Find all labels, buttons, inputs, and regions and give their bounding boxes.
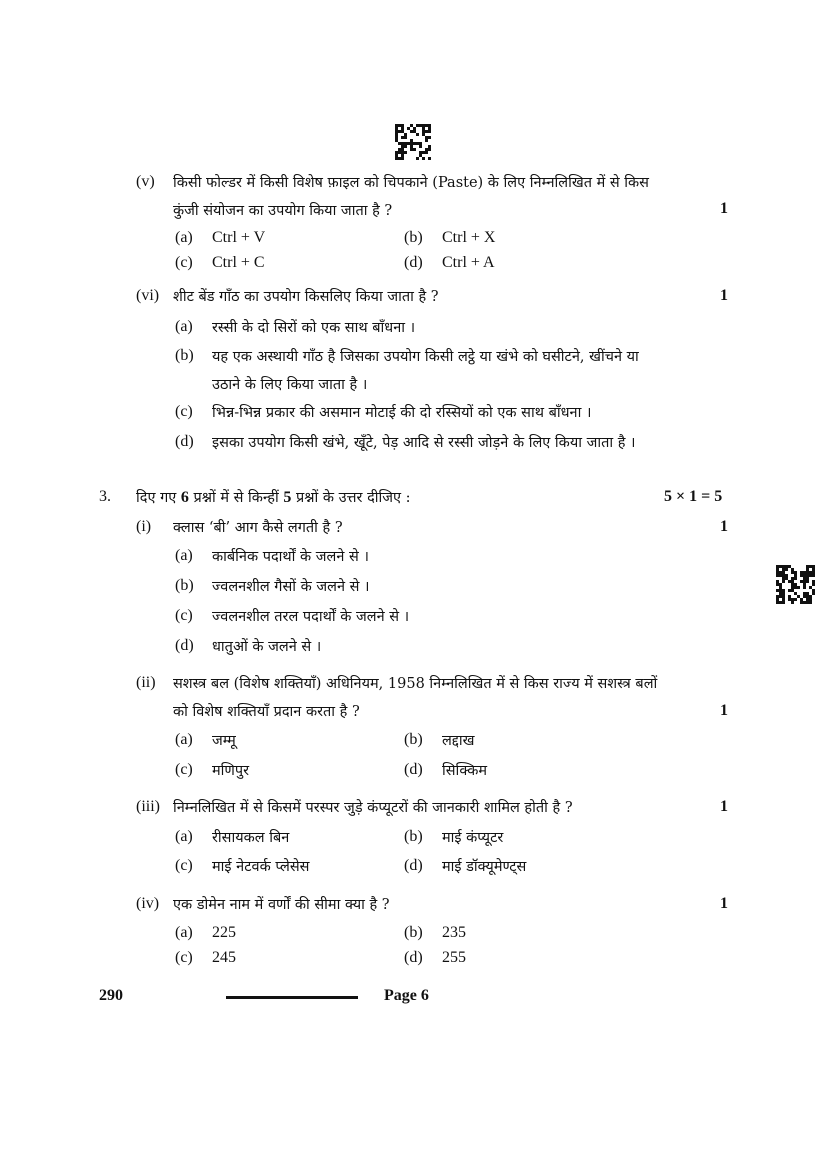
- option-label: (c): [175, 254, 193, 271]
- marks: 1: [720, 518, 728, 535]
- option-label: (d): [404, 857, 423, 874]
- option-label: (d): [404, 761, 423, 778]
- option-text: 245: [212, 949, 236, 966]
- marks: 1: [720, 895, 728, 912]
- question-number: (iii): [136, 798, 160, 815]
- option-text: माई कंप्यूटर: [442, 830, 504, 846]
- marks: 1: [720, 702, 728, 719]
- option-label: (a): [175, 924, 193, 941]
- question-text-line1: शीट बेंड गाँठ का उपयोग किसलिए किया जाता है ?: [173, 289, 439, 305]
- option-text: 255: [442, 949, 466, 966]
- option-text: भिन्न-भिन्न प्रकार की असमान मोटाई की दो रस्सियों को एक साथ बाँधना ।: [212, 405, 592, 421]
- option-label: (c): [175, 607, 193, 624]
- option-text: Ctrl + X: [442, 229, 496, 246]
- option-text: धातुओं के जलने से ।: [212, 639, 322, 655]
- question-text-line2: कुंजी संयोजन का उपयोग किया जाता है ?: [173, 203, 393, 219]
- option-label: (a): [175, 229, 193, 246]
- section-marks: 5 × 1 = 5: [664, 488, 723, 505]
- option-text: यह एक अस्थायी गाँठ है जिसका उपयोग किसी लट्ठे या खंभे को घसीटने, खींचने या: [212, 349, 639, 365]
- option-text: माई नेटवर्क प्लेसेस: [212, 859, 310, 875]
- option-text: रस्सी के दो सिरों को एक साथ बाँधना ।: [212, 320, 416, 336]
- question-number: (vi): [136, 287, 160, 304]
- option-label: (c): [175, 857, 193, 874]
- option-label: (c): [175, 949, 193, 966]
- question-number: (v): [136, 173, 155, 190]
- question-text-line1: सशस्त्र बल (विशेष शक्तियाँ) अधिनियम, 1958 निम्नलिखित में से किस राज्य में सशस्त्र बलों: [173, 676, 658, 692]
- question-number: (i): [136, 518, 152, 535]
- option-label: (c): [175, 761, 193, 778]
- option-text: इसका उपयोग किसी खंभे, खूँटे, पेड़ आदि से रस्सी जोड़ने के लिए किया जाता है ।: [212, 435, 636, 451]
- option-label: (b): [404, 229, 423, 246]
- option-text: ज्वलनशील गैसों के जलने से ।: [212, 579, 370, 595]
- option-text: कार्बनिक पदार्थों के जलने से ।: [212, 549, 369, 565]
- option-text: 235: [442, 924, 466, 941]
- option-label: (a): [175, 731, 193, 748]
- option-label: (a): [175, 828, 193, 845]
- option-label: (b): [404, 924, 423, 941]
- option-text: Ctrl + C: [212, 254, 265, 271]
- option-label: (a): [175, 318, 193, 335]
- option-label: (b): [175, 347, 194, 364]
- option-text: ज्वलनशील तरल पदार्थों के जलने से ।: [212, 609, 410, 625]
- top-qr-code: [395, 124, 431, 160]
- question-text-line1: निम्नलिखित में से किसमें परस्पर जुड़े कंप्यूटरों की जानकारी शामिल होती है ?: [173, 800, 573, 816]
- option-text: Ctrl + V: [212, 229, 266, 246]
- marks: 1: [720, 798, 728, 815]
- option-label: (a): [175, 547, 193, 564]
- option-label: (c): [175, 403, 193, 420]
- option-text: लद्दाख: [442, 733, 475, 749]
- option-label: (d): [175, 637, 194, 654]
- option-label: (b): [175, 577, 194, 594]
- question-number: 3.: [99, 488, 111, 505]
- question-number: (ii): [136, 674, 156, 691]
- side-qr-code: [776, 565, 815, 604]
- option-text-continued: उठाने के लिए किया जाता है ।: [212, 377, 368, 393]
- question-number: (iv): [136, 895, 160, 912]
- option-label: (d): [404, 949, 423, 966]
- option-label: (d): [175, 433, 194, 450]
- option-text: Ctrl + A: [442, 254, 495, 271]
- paper-code: 290: [99, 987, 123, 1004]
- option-text: माई डॉक्यूमेण्ट्स: [442, 859, 527, 875]
- question-text-line1: एक डोमेन नाम में वर्णों की सीमा क्या है ?: [173, 897, 390, 913]
- footer-divider: [226, 996, 358, 999]
- question-instruction: दिए गए 6 प्रश्नों में से किन्हीं 5 प्रश्नों के उत्तर दीजिए :: [136, 489, 411, 506]
- option-text: जम्मू: [212, 733, 236, 749]
- question-text-line1: क्लास ‘बी’ आग कैसे लगती है ?: [173, 520, 343, 536]
- option-text: मणिपुर: [212, 763, 250, 779]
- option-text: रीसायकल बिन: [212, 830, 290, 846]
- marks: 1: [720, 287, 728, 304]
- option-text: 225: [212, 924, 236, 941]
- option-label: (b): [404, 828, 423, 845]
- option-text: सिक्किम: [442, 763, 488, 779]
- page-number: Page 6: [384, 987, 429, 1004]
- option-label: (b): [404, 731, 423, 748]
- question-text-line1: किसी फोल्डर में किसी विशेष फ़ाइल को चिपकाने (Paste) के लिए निम्नलिखित में से किस: [173, 175, 649, 191]
- option-label: (d): [404, 254, 423, 271]
- marks: 1: [720, 200, 728, 217]
- question-text-line2: को विशेष शक्तियाँ प्रदान करता है ?: [173, 704, 360, 720]
